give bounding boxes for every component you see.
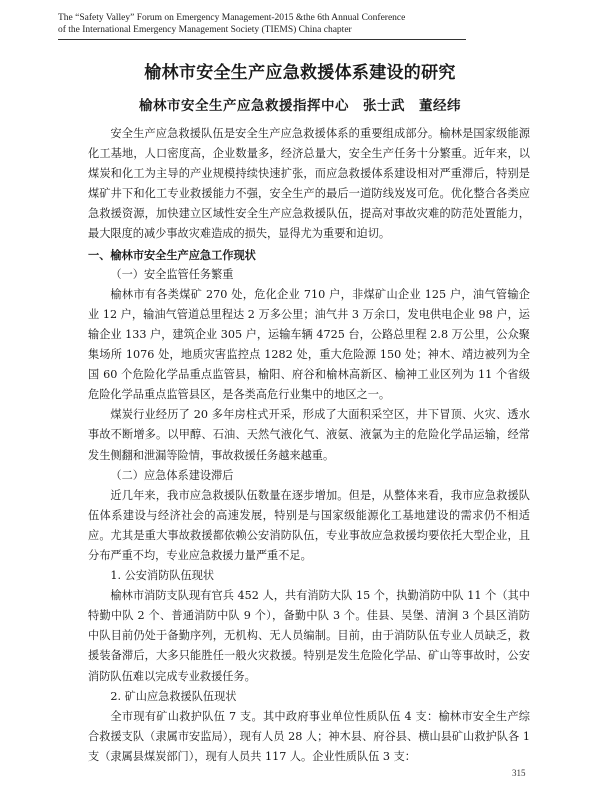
paragraph-coal-hazards: 煤炭行业经历了 20 多年房柱式开采，形成了大面积采空区，井下冒顶、火灾、透水事故不断增多。以甲醇、石油、天然气液化气、液氨、液氯为主的危险化学品运输，经常发生侧翻和泄漏等险情，事故救援任务越来越重。 bbox=[88, 408, 530, 462]
subsection-heading: （二）应急体系建设滞后 bbox=[110, 468, 234, 482]
paragraph-intro: 安全生产应急救援队伍是安全生产应急救援体系的重要组成部分。榆林是国家级能源化工基地，人口密度高，企业数量多，经济总量大，安全生产任务十分繁重。近年来，以煤炭和化工为主导的产业规模持续快速扩张，而应急救援体系建设相对严重滞后，特别是煤矿井下和化工专业救援能力不强，安全生产的最后一道防线岌岌可危。优化整合各类应急救援资源，加快建立区域性安全生产应急救援队伍，提高对事故灾难的防范处置能力，最大限度的减少事故灾难造成的损失，显得尤为重要和迫切。 bbox=[88, 127, 530, 241]
paragraph-fire-brigade: 榆林市消防支队现有官兵 452 人，共有消防大队 15 个，执勤消防中队 11 个（其中特勤中队 2 个、普通消防中队 9 个），备勤中队 3 个。佳县、吴堡、清涧 3 个县区消防中队目前仍处于备勤序列，无机构、无人员编制。目前，由于消防队伍专业人员缺乏，救援装备滞后，大多只能胜任一般火灾救援。特别是发生危险化学品、矿山等事故时，公安消防队伍难以完成专业救援任务。 bbox=[88, 589, 530, 683]
section-heading: 一、榆林市安全生产应急工作现状 bbox=[88, 247, 256, 262]
header-line-2: of the International Emergency Management Society (TIEMS) China chapter bbox=[58, 25, 352, 35]
article-author: 榆林市安全生产应急救援指挥中心 张士武 董经纬 bbox=[139, 98, 461, 114]
running-header bbox=[58, 12, 558, 36]
header-rule bbox=[58, 39, 466, 40]
subsection-heading: （一）安全监管任务繁重 bbox=[110, 267, 234, 281]
item-heading: 2. 矿山应急救援队伍现状 bbox=[110, 689, 237, 703]
article-body bbox=[88, 124, 530, 767]
paragraph-system-lag: 近几年来，我市应急救援队伍数量在逐步增加。但是，从整体来看，我市应急救援队伍体系建设与经济社会的高速发展，特别是与国家级能源化工基地建设的需求仍不相适应。尤其是重大事故救援都依赖公安消防队伍，专业事故应急救援均要依托大型企业，且分布严重不均，专业应急救援力量严重不足。 bbox=[88, 488, 530, 562]
page-number: 315 bbox=[512, 768, 526, 778]
paragraph-mine-rescue: 全市现有矿山救护队伍 7 支。其中政府事业单位性质队伍 4 支：榆林市安全生产综合救援支队（隶属市安监局），现有人员 28 人；神木县、府谷县、横山县矿山救护队各 1 支（隶属县煤炭部门），现有人员共 117 人。企业性质队伍 3 支： bbox=[88, 709, 530, 763]
paragraph-statistics: 榆林市有各类煤矿 270 处，危化企业 710 户，非煤矿山企业 125 户，油气管输企业 12 户，输油气管道总里程达 2 万多公里；油气井 3 万余口，发电供电企业 98 户，运输企业 133 户，建筑企业 305 户，运输车辆 4725 台，公路总里程 2.8 万公里，公众聚集场所 1076 处，地质灾害监控点 1282 处，重大危险源 150 处；神木、靖边被列为全国 60 个危险化学品重点监管县，榆阳、府谷和榆林高新区、榆神工业区列为 11 个省级危险化学品重点监管县区，是各类高危行业集中的地区之一。 bbox=[88, 287, 530, 402]
article-title: 榆林市安全生产应急救援体系建设的研究 bbox=[144, 63, 456, 83]
item-heading: 1. 公安消防队伍现状 bbox=[110, 569, 215, 583]
header-line-1: The “Safety Valley” Forum on Emergency Management-2015 &the 6th Annual Conference bbox=[58, 13, 406, 23]
